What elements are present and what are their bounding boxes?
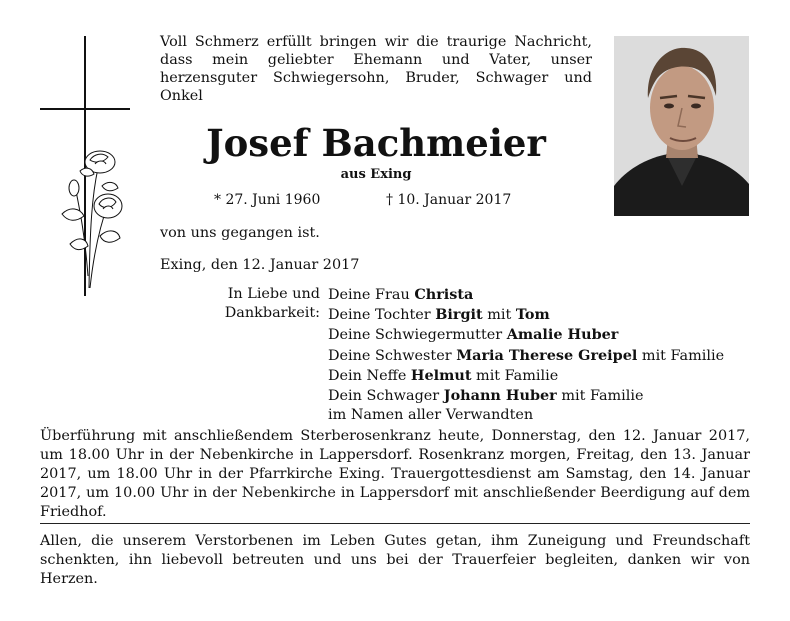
passed-text: von uns gegangen ist.: [160, 225, 320, 241]
death-date: † 10. Januar 2017: [386, 192, 512, 208]
list-item: Dein Schwager Johann Huber mit Familie: [328, 387, 644, 405]
life-dates: [160, 191, 592, 209]
intro-text: Voll Schmerz erfüllt bringen wir die traurige Nachricht, dass mein geliebter Ehemann und Vater, unser herzensguter Schwiegersohn, Bruder, Schwager und Onkel: [160, 34, 592, 104]
list-item: Deine Schwiegermutter Amalie Huber: [328, 326, 619, 344]
list-item: im Namen aller Verwandten: [328, 407, 534, 424]
list-item: Dein Neffe Helmut mit Familie: [328, 366, 559, 384]
mourners-entries: [328, 285, 724, 425]
list-item: Deine Schwester Maria Therese Greipel mit Familie: [328, 346, 725, 364]
funeral-info: Überführung mit anschließendem Sterberosenkranz heute, Donnerstag, den 12. Januar 2017, um 18.00 Uhr in der Nebenkirche in Lappersdorf. Rosenkranz morgen, Freitag, den 13. Januar 2017, um 18.00 Uhr in der Pfarrkirche Exing. Trauergottesdienst am Samstag, den 14. Januar 2017, um 10.00 Uhr in der Nebenkirche in Lappersdorf mit anschließender Beerdigung auf dem Friedhof.: [40, 428, 750, 520]
label-line-2: Dankbarkeit:: [224, 305, 320, 322]
mourners-label: [160, 285, 320, 323]
deceased-name: Josef Bachmeier: [206, 121, 546, 165]
portrait-photo: [614, 36, 749, 216]
divider: [40, 523, 750, 524]
place-date: Exing, den 12. Januar 2017: [160, 257, 360, 273]
birth-date: * 27. Juni 1960: [214, 192, 321, 208]
thanks-text: Allen, die unserem Verstorbenen im Leben Gutes getan, ihm Zuneigung und Freundschaft schenkten, ihn liebevoll betreuten und uns bei der Trauerfeier begleiten, danken wir von Herzen.: [40, 533, 750, 587]
cross-with-roses-icon: [40, 36, 130, 296]
origin-text: aus Exing: [340, 167, 412, 182]
list-item: Deine Frau Christa: [328, 286, 474, 303]
label-line-1: In Liebe und: [227, 286, 320, 302]
list-item: Deine Tochter Birgit mit Tom: [328, 306, 550, 324]
